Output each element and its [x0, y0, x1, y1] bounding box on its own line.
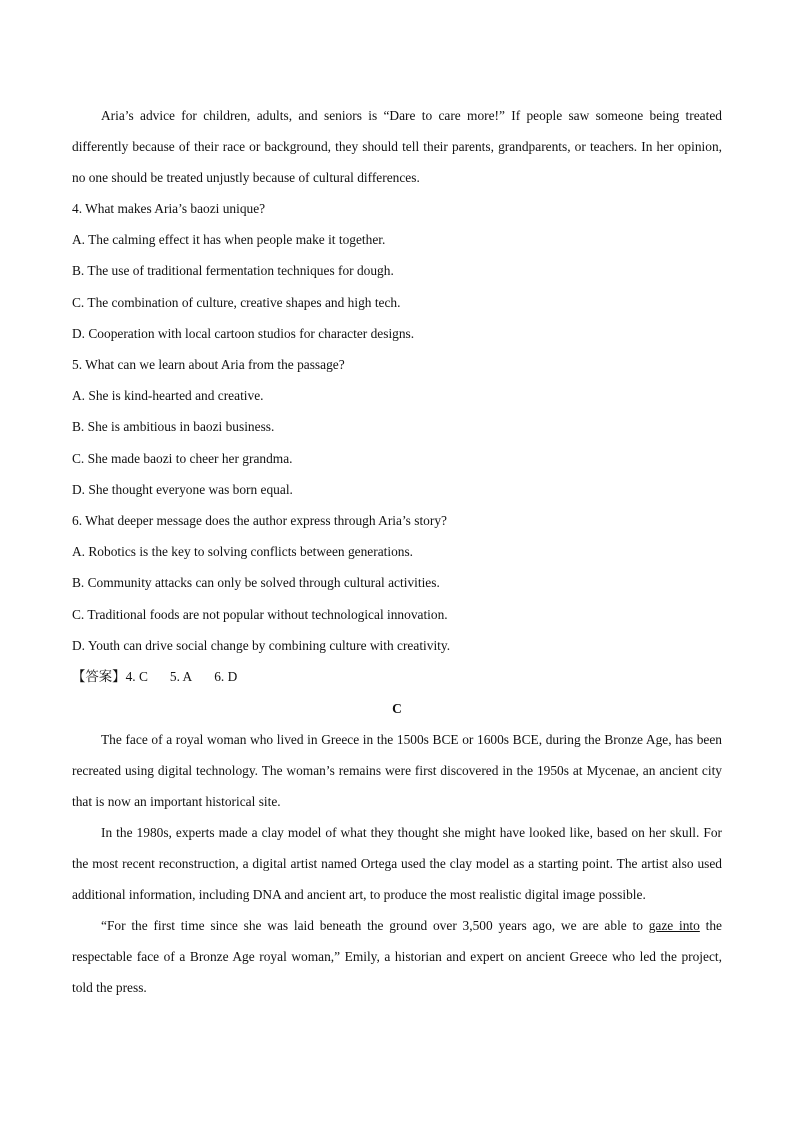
question-6 — [72, 505, 722, 661]
paragraph-text: the respectable face of a Bronze Age royal woman,” Emily, a historian and expert on ancient Greece who led the project, told the press. — [72, 918, 722, 996]
passage-c-paragraph-3 — [72, 910, 722, 1003]
document-page — [72, 100, 722, 1003]
question-stem: 4. What makes Aria’s baozi unique? — [72, 201, 266, 216]
answer-item: 6. D — [214, 669, 238, 685]
question-4 — [72, 193, 722, 349]
option-c: C. The combination of culture, creative shapes and high tech. — [72, 294, 401, 310]
question-5 — [72, 349, 722, 505]
option-a: A. Robotics is the key to solving conflicts between generations. — [72, 544, 414, 560]
answer-item: 5. A — [169, 669, 193, 685]
answer-item: 4. C — [125, 669, 148, 685]
option-c: C. Traditional foods are not popular without technological innovation. — [72, 606, 448, 622]
option-a: A. The calming effect it has when people make it together. — [72, 232, 386, 248]
answer-key — [72, 661, 722, 692]
option-d: D. Youth can drive social change by combining culture with creativity. — [72, 637, 451, 653]
option-b: B. Community attacks can only be solved through cultural activities. — [72, 575, 440, 591]
option-b: B. The use of traditional fermentation techniques for dough. — [72, 263, 394, 279]
question-stem: 6. What deeper message does the author express through Aria’s story? — [72, 513, 447, 529]
passage-c-paragraph-1: The face of a royal woman who lived in Greece in the 1500s BCE or 1600s BCE, during the Bronze Age, has been recreated using digital technology. The woman’s remains were first discovered in the 1950s at Mycenae, an ancient city that is now an important historical site. — [72, 732, 722, 810]
option-a: A. She is kind-hearted and creative. — [72, 388, 264, 404]
paragraph-text: “For the first time since she was laid beneath the ground over 3,500 years ago, we are able to — [101, 918, 649, 934]
answer-label: 【答案】 — [72, 669, 126, 685]
passage-c-paragraph-2: In the 1980s, experts made a clay model of what they thought she might have looked like, based on her skull. For the most recent reconstruction, a digital artist named Ortega used the clay model as a starting point. The artist also used additional information, including DNA and ancient art, to produce the most realistic digital image possible. — [72, 825, 722, 903]
section-title: C — [392, 701, 402, 717]
option-d: D. She thought everyone was born equal. — [72, 481, 293, 497]
underlined-phrase: gaze into — [648, 918, 700, 934]
option-c: C. She made baozi to cheer her grandma. — [72, 450, 293, 466]
option-d: D. Cooperation with local cartoon studios for character designs. — [72, 325, 415, 341]
question-stem: 5. What can we learn about Aria from the passage? — [72, 357, 345, 373]
passage-b-closing-paragraph: Aria’s advice for children, adults, and seniors is “Dare to care more!” If people saw someone being treated differently because of their race or background, they should tell their parents, grandparents, or teachers. In her opinion, no one should be treated unjustly because of cultural differences. — [72, 108, 722, 185]
option-b: B. She is ambitious in baozi business. — [72, 419, 275, 435]
